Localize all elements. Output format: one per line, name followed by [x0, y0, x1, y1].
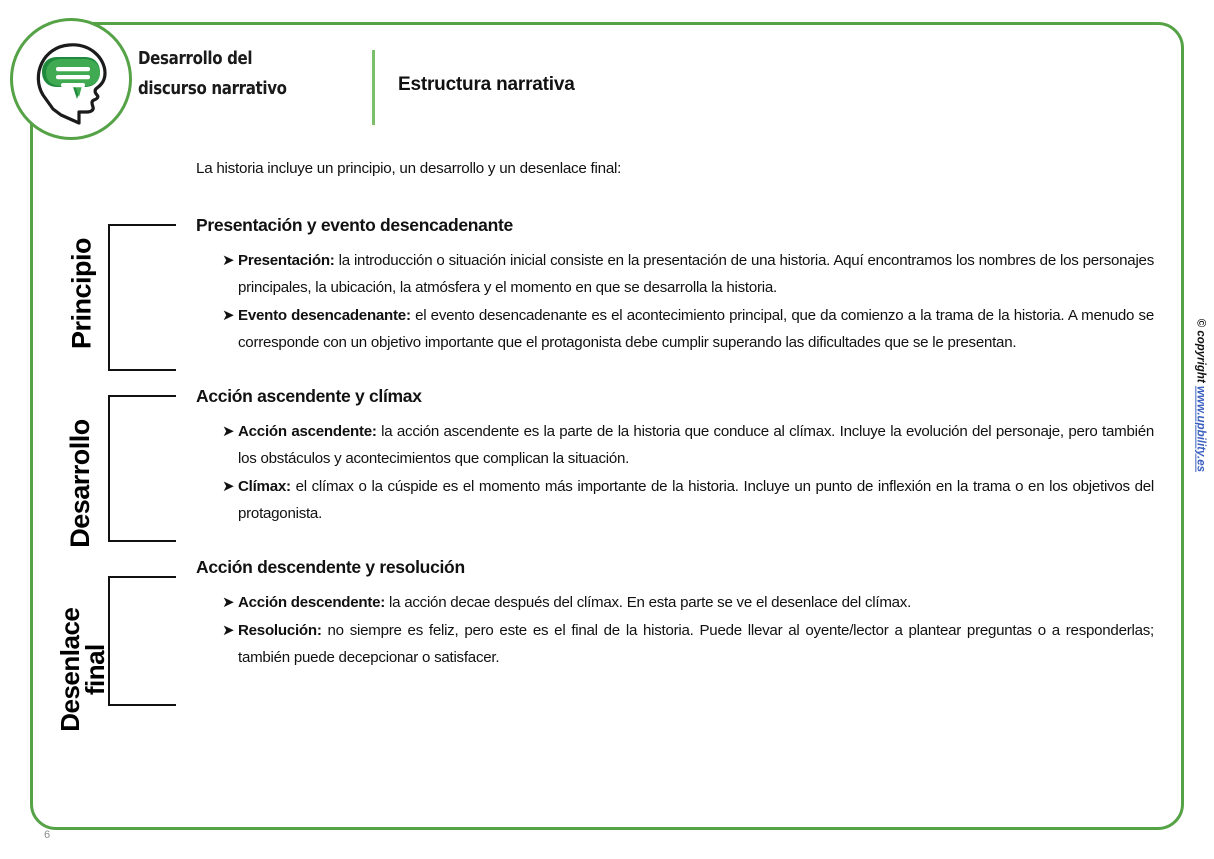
bracket-desarrollo	[108, 395, 176, 542]
sidebar-label-desenlace-line2: final	[79, 644, 110, 696]
bullet-term: Acción descendente:	[238, 594, 386, 611]
bullet-text: la acción ascendente es la parte de la historia que conduce al clímax. Incluye la evolución del personaje, pero también los obstáculos y acontecimientos que complican la situación.	[238, 423, 1154, 467]
sidebar-label-desenlace	[54, 577, 110, 762]
section-heading: Acción ascendente y clímax	[196, 386, 422, 406]
list-item	[196, 589, 1154, 616]
header-divider	[372, 50, 375, 125]
section-heading: Presentación y evento desencadenante	[196, 215, 513, 235]
bullet-text: el clímax o la cúspide es el momento más importante de la historia. Incluye un punto de inflexión en la trama o en los objetivos del protagonista.	[238, 478, 1154, 522]
section-block	[196, 557, 1154, 671]
bullet-term: Clímax:	[238, 478, 291, 495]
bullet-list	[196, 418, 1154, 527]
bullet-term: Presentación:	[238, 252, 335, 269]
page-title: Estructura narrativa	[398, 74, 575, 95]
arrow-right-icon: ➤	[222, 478, 235, 495]
arrow-right-icon: ➤	[222, 622, 235, 639]
bracket-desenlace	[108, 576, 176, 706]
arrow-right-icon: ➤	[222, 423, 235, 440]
head-speech-bubble-icon	[21, 29, 121, 129]
sidebar-label-principio: Principio	[66, 238, 97, 350]
section-block	[196, 215, 1154, 356]
page-number: 6	[44, 829, 51, 841]
section-heading: Acción descendente y resolución	[196, 557, 465, 577]
bullet-term: Evento desencadenante:	[238, 307, 411, 324]
bullet-term: Acción ascendente:	[238, 423, 377, 440]
copyright-notice	[1194, 319, 1206, 472]
arrow-right-icon: ➤	[222, 307, 235, 324]
brand-title: Desarrollo del discurso narrativo	[138, 49, 287, 99]
bullet-text: no siempre es feliz, pero este es el final de la historia. Puede llevar al oyente/lector a plantear preguntas o a responderlas; también puede decepcionar o satisfacer.	[238, 622, 1154, 666]
list-item	[196, 418, 1154, 472]
bullet-term: Resolución:	[238, 622, 322, 639]
section-block	[196, 386, 1154, 527]
copyright-prefix: © copyright	[1194, 318, 1206, 386]
bracket-principio	[108, 224, 176, 371]
logo	[10, 18, 132, 140]
sidebar-label-desarrollo: Desarrollo	[65, 419, 95, 548]
main-content	[196, 160, 1154, 675]
list-item	[196, 617, 1154, 671]
copyright-link[interactable]: www.upbility.es	[1194, 385, 1206, 472]
sidebar-label-desenlace-line1: Desenlace	[54, 607, 85, 732]
arrow-right-icon: ➤	[222, 594, 235, 611]
arrow-right-icon: ➤	[222, 252, 235, 269]
list-item	[196, 247, 1154, 301]
bullet-text: el evento desencadenante es el acontecimiento principal, que da comienzo a la trama de la historia. A menudo se corresponde con un objetivo importante que el protagonista debe cumplir superando las dificultades que se le presentan.	[238, 307, 1154, 351]
bullet-list	[196, 589, 1154, 671]
bullet-text: la introducción o situación inicial consiste en la presentación de una historia. Aquí encontramos los nombres de los personajes principales, la ubicación, la atmósfera y el momento en que se desarrolla la historia.	[238, 252, 1154, 296]
intro-text: La historia incluye un principio, un desarrollo y un desenlace final:	[196, 160, 622, 177]
bullet-list	[196, 247, 1154, 356]
list-item	[196, 302, 1154, 356]
bullet-text: la acción decae después del clímax. En esta parte se ve el desenlace del clímax.	[385, 594, 912, 611]
list-item	[196, 473, 1154, 527]
